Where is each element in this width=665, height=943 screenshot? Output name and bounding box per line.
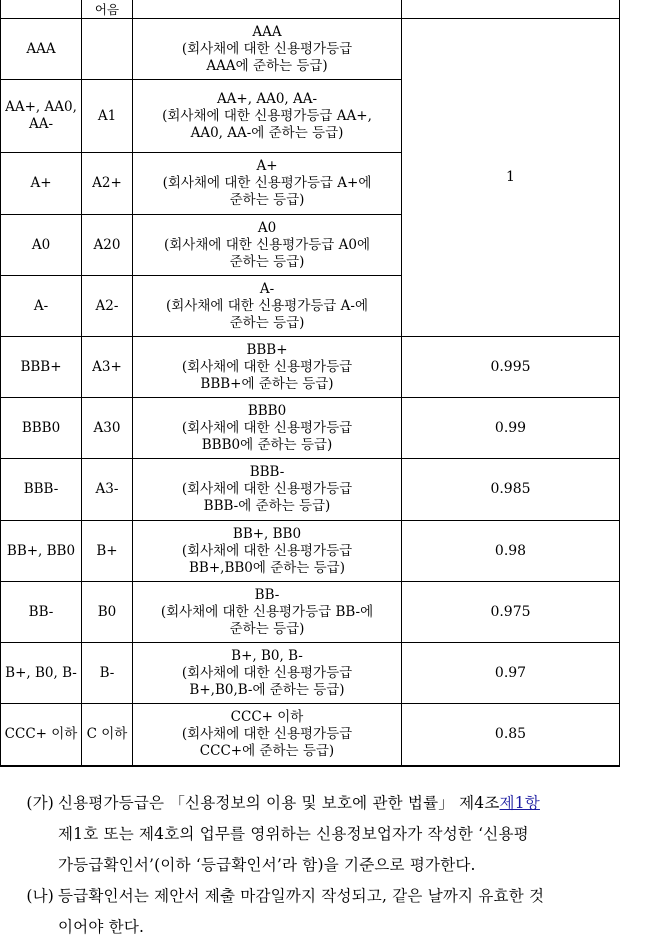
description-line: (회사채에 대한 신용평가등급 A-에	[166, 297, 368, 314]
bill-grade	[82, 19, 133, 80]
corp-bond-grade: B+, B0, B-	[1, 643, 82, 704]
bill-grade: A1	[82, 80, 133, 153]
note-na	[0, 881, 665, 943]
description-line: 준하는 등급)	[229, 253, 305, 270]
description-line: 준하는 등급)	[229, 620, 305, 637]
grade-row	[1, 398, 620, 459]
grade-description	[133, 521, 402, 582]
law-reference-link[interactable]: 제1항	[499, 794, 540, 812]
description-line: CCC+ 이하	[230, 708, 304, 725]
description-line: AA0, AA-에 준하는 등급)	[190, 124, 344, 141]
description-line: BBB0에 준하는 등급)	[201, 436, 333, 453]
description-line: (회사채에 대한 신용평가등급 AA+,	[162, 107, 372, 124]
note-text	[58, 881, 665, 943]
header-cell-score	[402, 0, 620, 19]
description-line: BBB0	[247, 402, 287, 419]
description-line: 준하는 등급)	[229, 314, 305, 331]
corp-bond-grade: A0	[1, 215, 82, 276]
score-cell: 0.975	[402, 582, 620, 643]
corp-bond-grade: BBB+	[1, 337, 82, 398]
grade-description	[133, 582, 402, 643]
description-line: B+,B0,B-에 준하는 등급)	[189, 681, 345, 698]
description-line: (회사채에 대한 신용평가등급 A0에	[163, 236, 370, 253]
grade-description	[133, 276, 402, 337]
description-line: (회사채에 대한 신용평가등급	[181, 40, 353, 57]
bill-grade: A20	[82, 215, 133, 276]
note-line: 가등급확인서’(이하 ‘등급확인서’라 함)을 기준으로 평가한다.	[58, 856, 476, 874]
corp-bond-grade: CCC+ 이하	[1, 704, 82, 766]
description-line: AAA	[252, 23, 282, 40]
note-line: 제1호 또는 제4호의 업무를 영위하는 신용정보업자가 작성한 ‘신용평	[58, 825, 529, 843]
grade-description	[133, 398, 402, 459]
bill-grade: A3-	[82, 459, 133, 521]
grade-description	[133, 704, 402, 766]
grade-table-body	[1, 0, 620, 766]
corp-bond-grade: BB-	[1, 582, 82, 643]
description-line: (회사채에 대한 신용평가등급	[181, 481, 353, 497]
corp-bond-grade: AAA	[1, 19, 82, 80]
grade-description	[133, 215, 402, 276]
note-line	[58, 788, 665, 819]
corp-bond-grade: BBB0	[1, 398, 82, 459]
bill-grade: A2-	[82, 276, 133, 337]
note-marker: (가)	[26, 794, 54, 812]
note-line-text: 신용평가등급은 「신용정보의 이용 및 보호에 관한 법률」 제4조	[58, 794, 500, 812]
description-line: BBB+	[246, 341, 288, 358]
description-line: BB+,BB0에 준하는 등급)	[189, 559, 345, 576]
description-line: BB+, BB0	[232, 525, 302, 542]
bill-grade: A30	[82, 398, 133, 459]
score-cell: 0.98	[402, 521, 620, 582]
grade-row	[1, 19, 620, 80]
bill-grade: B-	[82, 643, 133, 704]
grade-description	[133, 643, 402, 704]
bill-grade: A2+	[82, 153, 133, 215]
grade-description	[133, 80, 402, 153]
note-line: 등급확인서는 제안서 제출 마감일까지 작성되고, 같은 날까지 유효한 것	[58, 887, 545, 905]
description-line: (회사채에 대한 신용평가등급	[181, 725, 353, 742]
header-cell-bill: 어음	[82, 0, 133, 19]
grade-row	[1, 459, 620, 521]
header-cell-desc	[133, 0, 402, 19]
grade-row	[1, 521, 620, 582]
corp-bond-grade: BBB-	[1, 459, 82, 521]
bill-grade: B0	[82, 582, 133, 643]
description-line: AAA에 준하는 등급)	[206, 57, 328, 74]
description-line: (회사채에 대한 신용평가등급	[181, 419, 353, 436]
grade-description	[133, 153, 402, 215]
description-line: (회사채에 대한 신용평가등급	[181, 664, 353, 681]
grade-row	[1, 704, 620, 766]
score-cell: 0.985	[402, 459, 620, 521]
score-cell: 0.99	[402, 398, 620, 459]
table-header-row	[1, 0, 620, 19]
notes-section	[0, 788, 665, 943]
description-line: BBB+에 준하는 등급)	[200, 375, 334, 392]
description-line: (회사채에 대한 신용평가등급	[181, 358, 353, 375]
note-text	[58, 788, 665, 881]
description-line: CCC+에 준하는 등급)	[199, 742, 335, 759]
score-cell: 1	[402, 19, 620, 337]
description-line: 준하는 등급)	[229, 192, 305, 208]
description-line: BB-	[254, 586, 280, 603]
corp-bond-grade: A-	[1, 276, 82, 337]
description-line: A+	[256, 158, 278, 174]
description-line: (회사채에 대한 신용평가등급 BB-에	[160, 603, 374, 620]
bill-grade: C 이하	[82, 704, 133, 766]
grade-row	[1, 643, 620, 704]
description-line: B+, B0, B-	[231, 647, 303, 664]
bill-grade: B+	[82, 521, 133, 582]
description-line: (회사채에 대한 신용평가등급	[181, 542, 353, 559]
corp-bond-grade: AA+, AA0, AA-	[1, 80, 82, 153]
description-line: BBB-에 준하는 등급)	[203, 498, 331, 514]
description-line: (회사채에 대한 신용평가등급 A+에	[162, 175, 372, 191]
grade-row	[1, 582, 620, 643]
corp-bond-grade: A+	[1, 153, 82, 215]
grade-row	[1, 337, 620, 398]
grade-description	[133, 337, 402, 398]
note-ga	[0, 788, 665, 881]
bill-grade: A3+	[82, 337, 133, 398]
description-line: BBB-	[249, 464, 285, 480]
grade-description	[133, 459, 402, 521]
description-line: A-	[259, 280, 275, 297]
header-cell-corp	[1, 0, 82, 19]
score-cell: 0.85	[402, 704, 620, 766]
description-line: AA+, AA0, AA-	[216, 90, 318, 107]
grade-description	[133, 19, 402, 80]
note-line: 이어야 한다.	[58, 918, 145, 936]
score-cell: 0.97	[402, 643, 620, 704]
corp-bond-grade: BB+, BB0	[1, 521, 82, 582]
note-marker: (나)	[26, 887, 54, 905]
description-line: A0	[257, 219, 277, 236]
score-cell: 0.995	[402, 337, 620, 398]
